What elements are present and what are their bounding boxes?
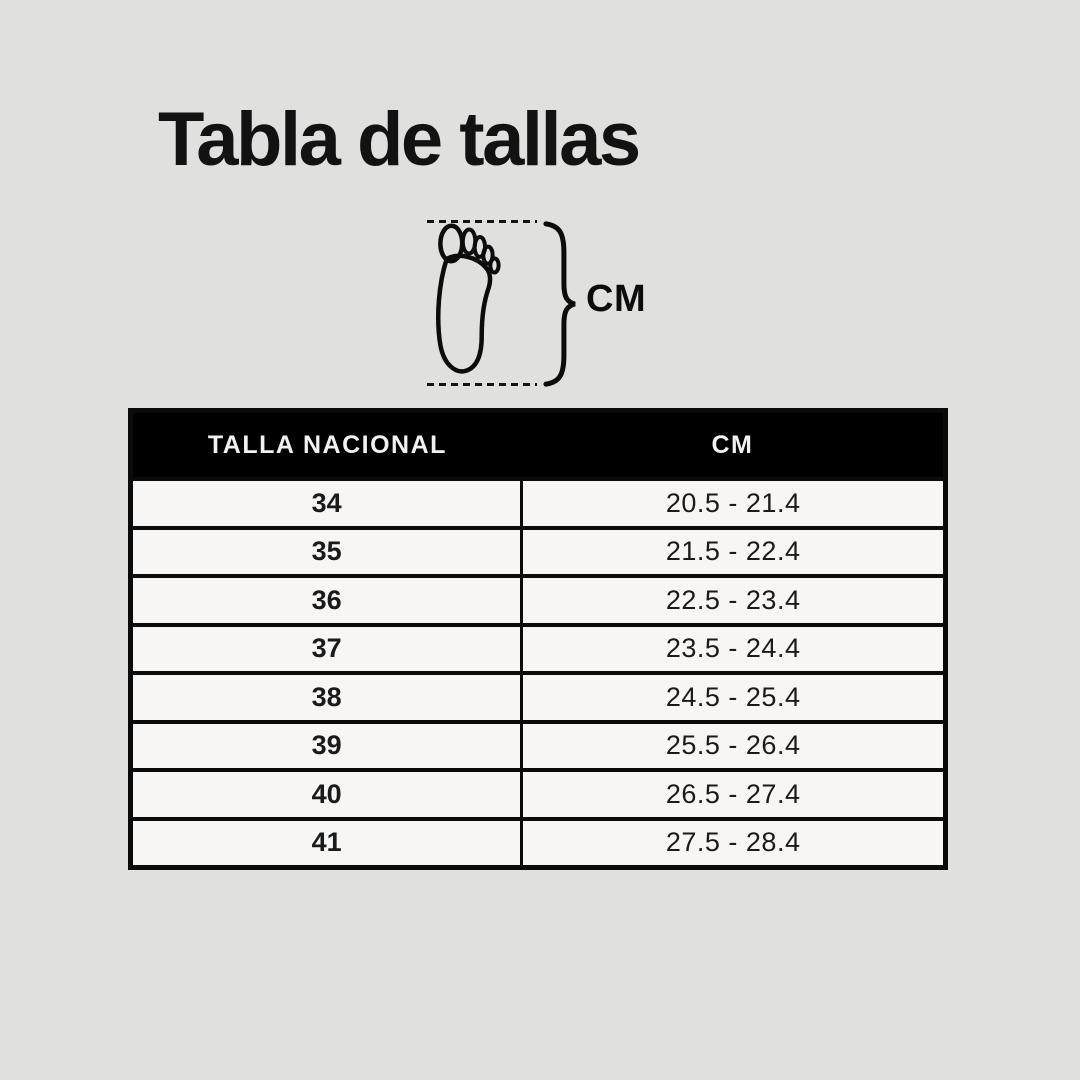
table-row [133, 768, 943, 817]
measure-dashed-line-bottom [427, 383, 537, 386]
table-row [133, 574, 943, 623]
cm-range-cell: 23.5 - 24.4 [665, 633, 801, 664]
foot-measure-graphic [424, 214, 694, 398]
page-title: Tabla de tallas [158, 97, 639, 182]
talla-cell: 41 [133, 821, 523, 866]
talla-cell: 34 [133, 481, 523, 526]
talla-cell: 35 [133, 530, 523, 575]
size-table [128, 408, 948, 870]
talla-cell: 36 [133, 578, 523, 623]
talla-cell: 37 [133, 627, 523, 672]
talla-cell: 38 [133, 675, 523, 720]
cm-range-cell: 24.5 - 25.4 [665, 681, 801, 712]
cm-range-cell: 21.5 - 22.4 [665, 536, 801, 567]
curly-brace-icon [542, 220, 578, 388]
table-header-row [133, 413, 943, 477]
column-header-cm: CM [711, 430, 754, 459]
table-row [133, 720, 943, 769]
cm-range-cell: 26.5 - 27.4 [665, 778, 801, 809]
talla-cell: 39 [133, 724, 523, 769]
table-row [133, 526, 943, 575]
column-header-talla-nacional: TALLA NACIONAL [207, 430, 447, 459]
table-row [133, 671, 943, 720]
cm-range-cell: 25.5 - 26.4 [665, 730, 801, 761]
unit-label: CM [586, 278, 647, 320]
table-row [133, 817, 943, 866]
cm-range-cell: 22.5 - 23.4 [665, 584, 801, 615]
talla-cell: 40 [133, 772, 523, 817]
table-row [133, 623, 943, 672]
table-row [133, 477, 943, 526]
cm-range-cell: 20.5 - 21.4 [665, 487, 801, 518]
foot-sole-icon [428, 223, 506, 379]
cm-range-cell: 27.5 - 28.4 [665, 827, 801, 858]
table-body [133, 477, 943, 865]
